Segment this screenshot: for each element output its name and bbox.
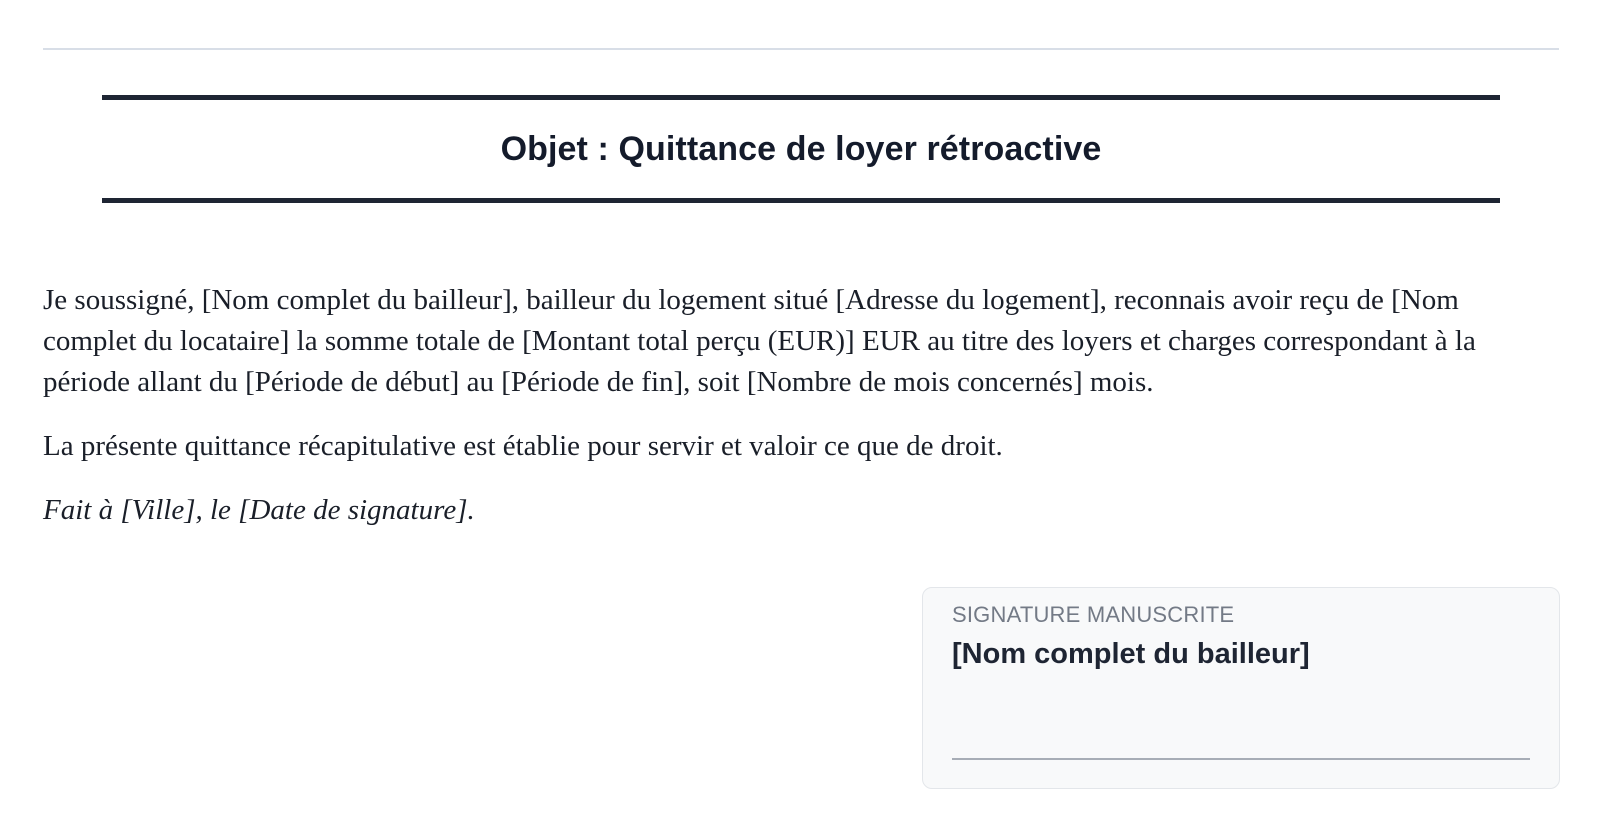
signature-name: [Nom complet du bailleur] (952, 638, 1310, 670)
paragraph-legal-statement: La présente quittance récapitulative est établie pour servir et valoir ce que de droit. (43, 430, 1003, 462)
document-body (43, 280, 1559, 531)
signature-line (952, 758, 1530, 760)
subject-title: Objet : Quittance de loyer rétroactive (500, 129, 1102, 168)
subject-box (102, 95, 1500, 203)
paragraph-receipt: Je soussigné, [Nom complet du bailleur], bailleur du logement situé [Adresse du logement], reconnais avoir reçu de [Nom complet du locataire] la somme totale de [Montant total perçu (EUR)] EUR au titre des loyers et charges correspondant à la période allant du [Période de début] au [Période de fin], soit [Nombre de mois concernés] mois. (43, 284, 1476, 398)
signature-card (922, 587, 1560, 789)
signature-label: SIGNATURE MANUSCRITE (952, 602, 1235, 627)
paragraph-place-date: Fait à [Ville], le [Date de signature]. (43, 494, 475, 526)
top-divider (43, 48, 1559, 50)
